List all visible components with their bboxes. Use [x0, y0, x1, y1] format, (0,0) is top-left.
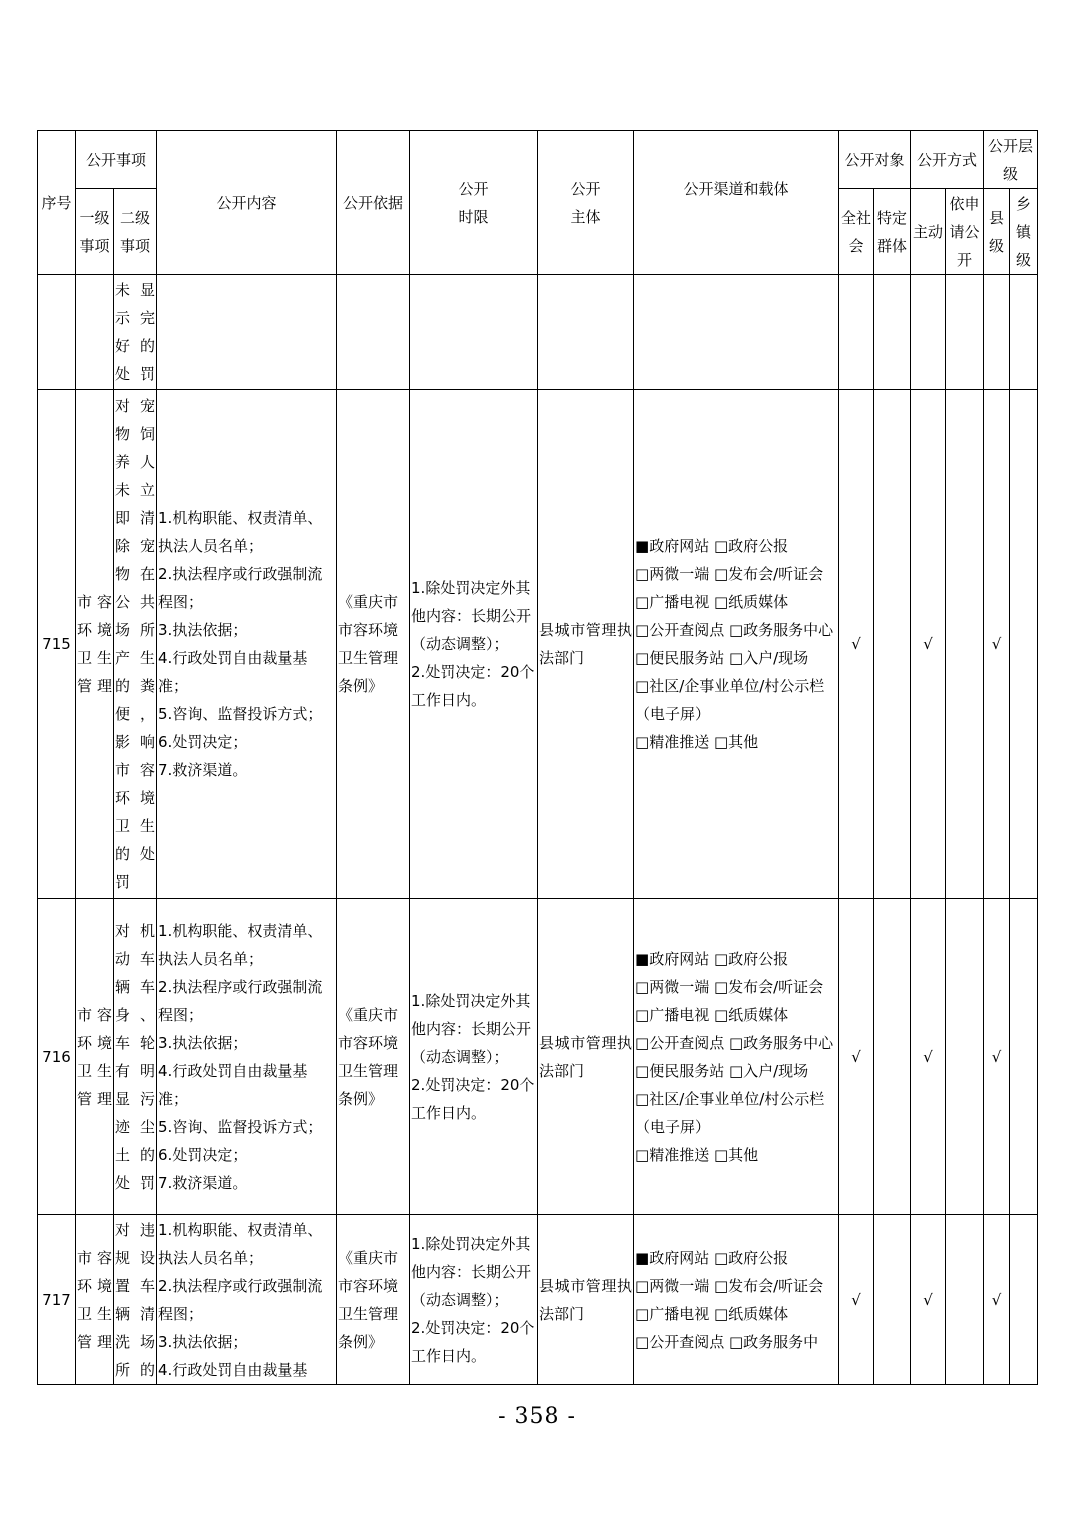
target-specific-cell: [874, 390, 911, 899]
mode-active-cell: √: [911, 899, 946, 1215]
header-target-all: 全社会: [839, 189, 874, 275]
header-level-group: 公开层级: [984, 131, 1038, 189]
channel-cell: ■政府网站 □政府公报 □两微一端 □发布会/听证会 □广播电视 □纸质媒体 □公开查阅点 □政务服务中: [634, 1215, 839, 1385]
header-subject: 公开 主体: [538, 131, 634, 275]
disclosure-table: [37, 130, 1038, 1385]
level-county-cell: √: [984, 390, 1010, 899]
header-mode-active: 主动: [911, 189, 946, 275]
level1-cell: 市容环境卫生管理: [76, 390, 114, 899]
subject-cell: 县城市管理执法部门: [538, 390, 634, 899]
header-channel: 公开渠道和载体: [634, 131, 839, 275]
subject-cell: 县城市管理执法部门: [538, 1215, 634, 1385]
table-row-continued: [38, 275, 1038, 390]
level1-cell: 市容环境卫生管理: [76, 1215, 114, 1385]
seq-cell: 716: [38, 899, 76, 1215]
table-row: [38, 390, 1038, 899]
header-level1: 一级事项: [76, 189, 114, 275]
level-town-cell: [1010, 1215, 1038, 1385]
mode-request-cell: [946, 899, 984, 1215]
subject-cell: 县城市管理执法部门: [538, 899, 634, 1215]
target-specific-cell: [874, 899, 911, 1215]
content-cell: 1.机构职能、权责清单、执法人员名单； 2.执法程序或行政强制流程图； 3.执法依据； 4.行政处罚自由裁量基: [157, 1215, 337, 1385]
table-row: [38, 899, 1038, 1215]
content-cell: 1.机构职能、权责清单、执法人员名单； 2.执法程序或行政强制流程图； 3.执法依据； 4.行政处罚自由裁量基准； 5.咨询、监督投诉方式； 6.处罚决定； 7.救济渠道。: [157, 899, 337, 1215]
level-town-cell: [1010, 390, 1038, 899]
seq-cell: 717: [38, 1215, 76, 1385]
header-level-county: 县级: [984, 189, 1010, 275]
mode-request-cell: [946, 390, 984, 899]
page-number: - 358 -: [498, 1404, 576, 1429]
limit-cell: 1.除处罚决定外其他内容：长期公开（动态调整）； 2.处罚决定：20个工作日内。: [410, 390, 538, 899]
basis-cell: 《重庆市市容环境卫生管理条例》: [337, 1215, 410, 1385]
header-mode-request: 依申请公开: [946, 189, 984, 275]
level2-cell: 对宠物饲养人未立即清除宠物在公共场所产生的粪便，影响市容环境卫生的处罚: [114, 390, 157, 899]
level2-cell: 未显示完好的处罚: [114, 275, 157, 390]
target-all-cell: √: [839, 1215, 874, 1385]
level2-cell: 对违规设置车辆清洗场所的: [114, 1215, 157, 1385]
header-seq: 序号: [38, 131, 76, 275]
basis-cell: 《重庆市市容环境卫生管理条例》: [337, 899, 410, 1215]
basis-cell: 《重庆市市容环境卫生管理条例》: [337, 390, 410, 899]
header-target-group: 公开对象: [839, 131, 911, 189]
header-limit: 公开 时限: [410, 131, 538, 275]
level-county-cell: √: [984, 899, 1010, 1215]
channel-cell: ■政府网站 □政府公报 □两微一端 □发布会/听证会 □广播电视 □纸质媒体 □公开查阅点 □政务服务中心 □便民服务站 □入户/现场 □社区/企事业单位/村公示栏（电子屏） □精准推送 □其他: [634, 390, 839, 899]
mode-active-cell: √: [911, 1215, 946, 1385]
header-level-town: 乡镇级: [1010, 189, 1038, 275]
level1-cell: 市容环境卫生管理: [76, 899, 114, 1215]
header-level2: 二级事项: [114, 189, 157, 275]
header-item-group: 公开事项: [76, 131, 157, 189]
target-specific-cell: [874, 1215, 911, 1385]
seq-cell: 715: [38, 390, 76, 899]
target-all-cell: √: [839, 899, 874, 1215]
level-town-cell: [1010, 899, 1038, 1215]
header-mode-group: 公开方式: [911, 131, 984, 189]
header-basis: 公开依据: [337, 131, 410, 275]
table-row: [38, 1215, 1038, 1385]
target-all-cell: √: [839, 390, 874, 899]
level-county-cell: √: [984, 1215, 1010, 1385]
header-target-specific: 特定群体: [874, 189, 911, 275]
header-content: 公开内容: [157, 131, 337, 275]
content-cell: 1.机构职能、权责清单、执法人员名单； 2.执法程序或行政强制流程图； 3.执法依据； 4.行政处罚自由裁量基准； 5.咨询、监督投诉方式； 6.处罚决定； 7.救济渠道。: [157, 390, 337, 899]
limit-cell: 1.除处罚决定外其他内容：长期公开（动态调整）； 2.处罚决定：20个工作日内。: [410, 899, 538, 1215]
mode-active-cell: √: [911, 390, 946, 899]
channel-cell: ■政府网站 □政府公报 □两微一端 □发布会/听证会 □广播电视 □纸质媒体 □公开查阅点 □政务服务中心 □便民服务站 □入户/现场 □社区/企事业单位/村公示栏（电子屏） □精准推送 □其他: [634, 899, 839, 1215]
mode-request-cell: [946, 1215, 984, 1385]
limit-cell: 1.除处罚决定外其他内容：长期公开（动态调整）； 2.处罚决定：20个工作日内。: [410, 1215, 538, 1385]
level2-cell: 对机动车辆车身、车轮有明显污迹尘土的处罚: [114, 899, 157, 1215]
